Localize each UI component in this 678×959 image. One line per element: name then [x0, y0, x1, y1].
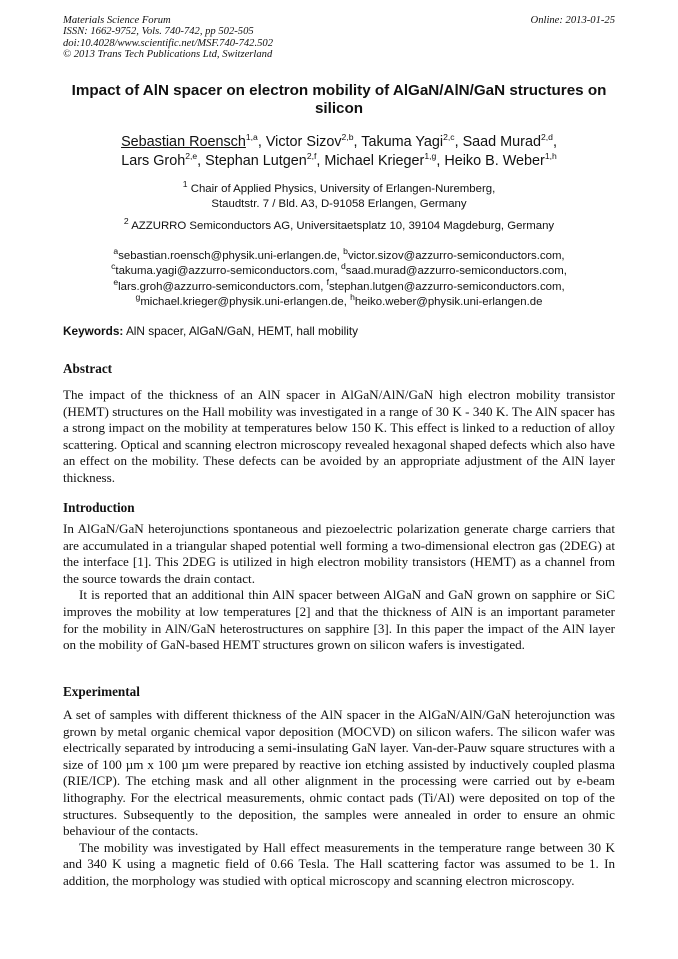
- author-affiliation-mark: 2,e: [185, 150, 198, 161]
- introduction-paragraph: It is reported that an additional thin AlN spacer between AlGaN and GaN grown on sapphire or SiC improves the mobility at low temperatures [2] and that the thickness of AlN is an important parameter for the mobility in AlN/GaN heterostructures on sapphire [3]. In this paper the impact of the AlN layer on the mobility of GaN-based HEMT structures grown on silicon wafers is investigated.: [63, 587, 615, 653]
- email-mark: e: [113, 276, 119, 287]
- author-name: Saad Murad: [462, 134, 541, 150]
- email-address[interactable]: takuma.yagi@azzurro-semiconductors.com,: [115, 265, 341, 278]
- author-separator: ,: [454, 134, 463, 150]
- journal-header: [63, 15, 615, 61]
- doi-line[interactable]: doi:10.4028/www.scientific.net/MSF.740-742.502: [63, 37, 273, 49]
- introduction-paragraph: In AlGaN/GaN heterojunctions spontaneous and piezoelectric polarization generate charge carriers that are accumulated in a triangular shaped potential well forming a two-dimensional electron gas (2DEG) at the interface [1]. This 2DEG is utilized in high electron mobility transistors (HEMT) as a channel from the source towards the drain contact.: [63, 521, 615, 586]
- author-list: [63, 133, 615, 170]
- experimental-paragraph: A set of samples with different thickness of the AlN spacer in the AlGaN/AlN/GaN heterojunction was grown by metal organic chemical vapor deposition (MOCVD) on silicon wafers. The silicon wafer was electrically separated by introducing a semi-insulating GaN layer. Van-der-Pauw square structures with a size of 100 µm x 100 µm were prepared by reactive ion etching assisted by inductively coupled plasma (RIE/ICP). The etching mask and all other alignment in the processing were carried out by e-beam lithography. For the electrical measurements, ohmic contact pads (Ti/Al) were deposited on top of the structures. Subsequently to the deposition, the samples were annealed in order to ensure an ohmic behaviour of the contacts.: [63, 707, 615, 839]
- author-name: Victor Sizov: [265, 134, 342, 150]
- keywords-text: AlN spacer, AlGaN/GaN, HEMT, hall mobility: [123, 324, 359, 338]
- email-mark: f: [326, 276, 329, 287]
- abstract-heading: Abstract: [63, 361, 113, 376]
- issn-line: ISSN: 1662-9752, Vols. 740-742, pp 502-505: [63, 26, 254, 38]
- author-separator: ,: [552, 134, 557, 150]
- email-address[interactable]: saad.murad@azzurro-semiconductors.com,: [345, 265, 567, 278]
- introduction-body: [63, 521, 615, 654]
- abstract-paragraph: The impact of the thickness of an AlN spacer in AlGaN/AlN/GaN high electron mobility transistor (HEMT) structures on the Hall mobility was investigated in a range of 30 K - 340 K. The AlN spacer has a strong impact on the mobility at temperatures below 150 K. This effect is linked to a reduction of alloy scattering. Optical and scanning electron microscopy revealed hexagonal shaped defects which also have an effect on the mobility. These defects can be avoided by an appropriate adjustment of the AlN layer thickness.: [63, 387, 615, 485]
- keywords: [63, 324, 615, 339]
- email-address[interactable]: sebastian.roensch@physik.uni-erlangen.de,: [118, 250, 344, 262]
- email-list: [63, 246, 615, 310]
- author-name: Lars Groh: [121, 152, 186, 169]
- experimental-body: [63, 707, 615, 890]
- email-mark: d: [340, 261, 346, 272]
- email-mark: c: [111, 261, 116, 272]
- affiliation-line: Chair of Applied Physics, University of Erlangen-Nuremberg,: [190, 183, 496, 195]
- author-affiliation-mark: 1,a: [245, 132, 258, 143]
- author-name: Sebastian Roensch: [121, 134, 246, 150]
- introduction-heading: Introduction: [63, 500, 135, 515]
- affiliation-1: [63, 179, 615, 212]
- keywords-label: Keywords:: [63, 324, 124, 338]
- copyright-line: © 2013 Trans Tech Publications Ltd, Switzerland: [63, 49, 273, 61]
- email-mark: b: [343, 246, 348, 257]
- affiliation-line: Staudtstr. 7 / Bld. A3, D-91058 Erlangen, Germany: [211, 198, 467, 211]
- author-name: Michael Krieger: [324, 152, 425, 169]
- author-affiliation-mark: 2,f: [306, 150, 317, 161]
- affiliation-line: AZZURRO Semiconductors AG, Universitaetsplatz 10, 39104 Magdeburg, Germany: [131, 220, 555, 232]
- email-mark: a: [113, 246, 119, 257]
- author-separator: ,: [436, 152, 445, 169]
- journal-name: Materials Science Forum: [63, 15, 171, 26]
- author-affiliation-mark: 2,c: [443, 132, 455, 143]
- author-separator: ,: [197, 152, 206, 169]
- author-name: Stephan Lutgen: [205, 152, 307, 169]
- author-affiliation-mark: 2,b: [341, 132, 354, 143]
- author-separator: ,: [353, 134, 362, 150]
- email-address[interactable]: victor.sizov@azzurro-semiconductors.com,: [347, 250, 565, 262]
- email-address[interactable]: heiko.weber@physik.uni-erlangen.de: [354, 295, 543, 308]
- author-affiliation-mark: 1,h: [544, 150, 557, 161]
- experimental-heading: Experimental: [63, 684, 140, 699]
- email-address[interactable]: michael.krieger@physik.uni-erlangen.de,: [140, 295, 351, 308]
- email-mark: g: [135, 292, 141, 303]
- email-address[interactable]: lars.groh@azzurro-semiconductors.com,: [118, 280, 327, 293]
- email-mark: h: [350, 292, 355, 303]
- abstract-body: [63, 387, 615, 487]
- author-affiliation-mark: 2,d: [540, 132, 553, 143]
- experimental-paragraph: The mobility was investigated by Hall effect measurements in the temperature range between 30 K and 340 K using a magnetic field of 0.66 Tesla. The Hall scattering factor was assumed to be 1. In addition, the morphology was studied with optical microscopy and scanning electron microscopy.: [63, 839, 615, 888]
- affiliation-2: [63, 216, 615, 234]
- author-name: Takuma Yagi: [361, 134, 444, 150]
- author-name: Heiko B. Weber: [444, 152, 545, 169]
- online-date: Online: 2013-01-25: [530, 15, 615, 26]
- author-separator: ,: [257, 134, 266, 150]
- email-address[interactable]: stephan.lutgen@azzurro-semiconductors.com,: [328, 280, 565, 293]
- affiliation-number: 1: [182, 179, 188, 190]
- author-affiliation-mark: 1,g: [424, 150, 437, 161]
- paper-title: Impact of AlN spacer on electron mobility of AlGaN/AlN/GaN structures on silicon: [71, 82, 607, 117]
- author-separator: ,: [316, 152, 325, 169]
- affiliation-number: 2: [123, 216, 129, 227]
